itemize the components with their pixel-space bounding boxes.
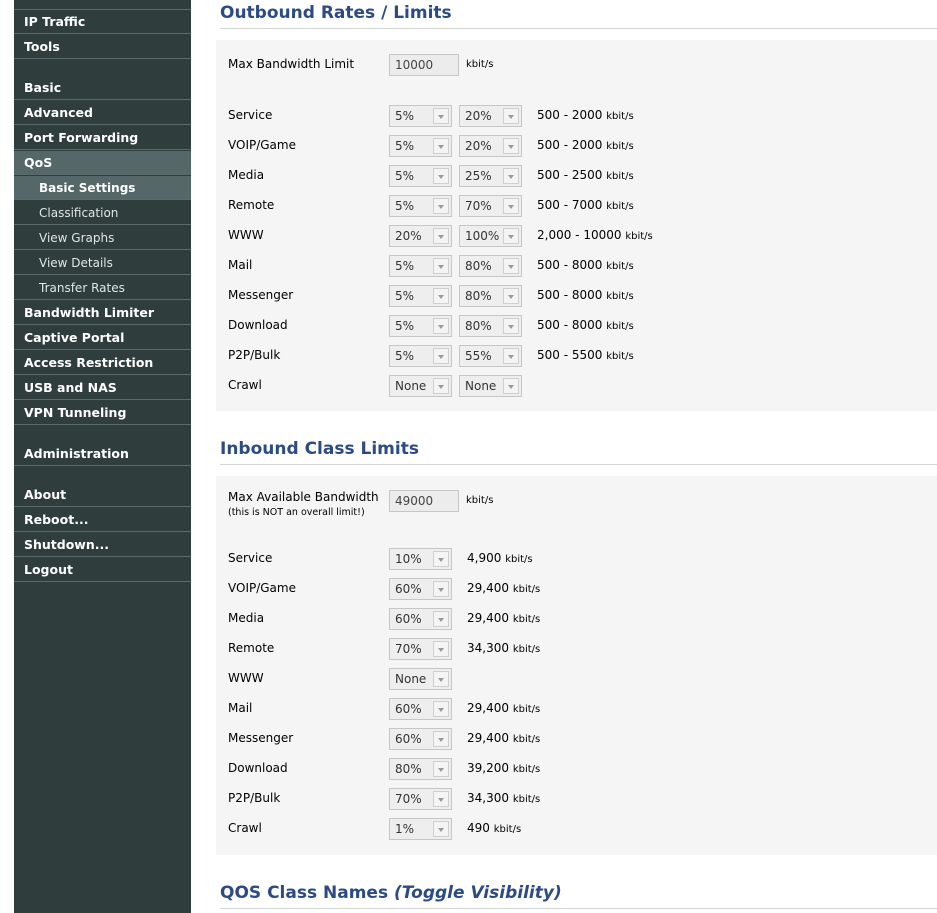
outbound-crawl-max-select[interactable] bbox=[459, 375, 522, 397]
sidebar-item-basic[interactable]: Basic bbox=[14, 76, 191, 100]
outbound-panel bbox=[216, 40, 937, 411]
chevron-down-icon bbox=[503, 138, 519, 154]
outbound-remote-max-select[interactable] bbox=[459, 195, 522, 217]
outbound-voip-game-max-select-value: 20% bbox=[465, 139, 492, 153]
outbound-mail-min-select-value: 5% bbox=[395, 259, 415, 273]
outbound-row-remote bbox=[216, 195, 937, 217]
inbound-remote-label: Remote bbox=[228, 641, 275, 655]
outbound-media-range-value: 500 - 2500 bbox=[537, 168, 603, 182]
outbound-www-range-unit: kbit/s bbox=[625, 231, 653, 242]
inbound-mail-label: Mail bbox=[228, 701, 253, 715]
outbound-p2p-bulk-range bbox=[537, 348, 634, 362]
outbound-remote-range bbox=[537, 198, 634, 212]
inbound-media-rate-value: 29,400 bbox=[467, 611, 509, 625]
sidebar-item-advanced[interactable]: Advanced bbox=[14, 101, 191, 125]
outbound-media-max-select[interactable] bbox=[459, 165, 522, 187]
inbound-www-limit-select-value: None bbox=[395, 672, 427, 686]
sidebar bbox=[14, 0, 191, 913]
outbound-row-voip-game bbox=[216, 135, 937, 157]
sidebar-item-logout[interactable]: Logout bbox=[14, 558, 191, 582]
inbound-row-service bbox=[216, 548, 937, 570]
sidebar-item-bandwidth-limiter[interactable]: Bandwidth Limiter bbox=[14, 301, 191, 325]
sidebar-item-administration[interactable]: Administration bbox=[14, 442, 191, 466]
inbound-row-media bbox=[216, 608, 937, 630]
chevron-down-icon bbox=[433, 138, 449, 154]
chevron-down-icon bbox=[503, 228, 519, 244]
inbound-row-voip-game bbox=[216, 578, 937, 600]
sidebar-item-usb-and-nas[interactable]: USB and NAS bbox=[14, 376, 191, 400]
chevron-down-icon bbox=[433, 318, 449, 334]
inbound-row-messenger bbox=[216, 728, 937, 750]
outbound-row-service bbox=[216, 105, 937, 127]
outbound-voip-game-range-value: 500 - 2000 bbox=[537, 138, 603, 152]
sidebar-item-shutdown[interactable]: Shutdown... bbox=[14, 533, 191, 557]
inbound-row-remote bbox=[216, 638, 937, 660]
outbound-media-range bbox=[537, 168, 634, 182]
inbound-row-download bbox=[216, 758, 937, 780]
inbound-max-bandwidth-row bbox=[216, 490, 937, 524]
inbound-media-limit-select-value: 60% bbox=[395, 612, 422, 626]
inbound-service-limit-select-value: 10% bbox=[395, 552, 422, 566]
outbound-max-bandwidth-input[interactable]: 10000 bbox=[389, 54, 459, 76]
outbound-p2p-bulk-label: P2P/Bulk bbox=[228, 348, 281, 362]
sidebar-item-qos[interactable]: QoS bbox=[14, 151, 191, 175]
chevron-down-icon bbox=[433, 791, 449, 807]
inbound-www-limit-select[interactable] bbox=[389, 668, 452, 690]
sidebar-item-about[interactable]: About bbox=[14, 483, 191, 507]
inbound-p2p-bulk-limit-select-value: 70% bbox=[395, 792, 422, 806]
outbound-mail-max-select-value: 80% bbox=[465, 259, 492, 273]
inbound-voip-game-rate bbox=[467, 581, 540, 595]
outbound-row-messenger bbox=[216, 285, 937, 307]
outbound-row-crawl bbox=[216, 375, 937, 397]
outbound-mail-range-value: 500 - 8000 bbox=[537, 258, 603, 272]
chevron-down-icon bbox=[433, 228, 449, 244]
inbound-service-rate bbox=[467, 551, 533, 565]
chevron-down-icon bbox=[503, 198, 519, 214]
inbound-remote-limit-select-value: 70% bbox=[395, 642, 422, 656]
outbound-p2p-bulk-min-select[interactable] bbox=[389, 345, 452, 367]
outbound-download-min-select-value: 5% bbox=[395, 319, 415, 333]
chevron-down-icon bbox=[433, 378, 449, 394]
inbound-messenger-label: Messenger bbox=[228, 731, 294, 745]
inbound-download-rate bbox=[467, 761, 540, 775]
outbound-mail-range bbox=[537, 258, 634, 272]
outbound-p2p-bulk-max-select[interactable] bbox=[459, 345, 522, 367]
chevron-down-icon bbox=[433, 671, 449, 687]
inbound-max-bandwidth-label bbox=[228, 490, 379, 518]
inbound-download-limit-select[interactable] bbox=[389, 758, 452, 780]
inbound-media-label: Media bbox=[228, 611, 265, 625]
sidebar-item-view-details[interactable]: View Details bbox=[14, 251, 191, 275]
chevron-down-icon bbox=[433, 258, 449, 274]
chevron-down-icon bbox=[433, 551, 449, 567]
sidebar-item-port-forwarding[interactable]: Port Forwarding bbox=[14, 126, 191, 150]
outbound-p2p-bulk-min-select-value: 5% bbox=[395, 349, 415, 363]
inbound-messenger-rate-unit: kbit/s bbox=[512, 734, 541, 745]
outbound-download-min-select[interactable] bbox=[389, 315, 452, 337]
inbound-max-bandwidth-note: (this is NOT an overall limit!) bbox=[228, 507, 365, 518]
chevron-down-icon bbox=[503, 258, 519, 274]
chevron-down-icon bbox=[433, 611, 449, 627]
inbound-p2p-bulk-rate-value: 34,300 bbox=[467, 791, 509, 805]
outbound-messenger-min-select[interactable] bbox=[389, 285, 452, 307]
inbound-voip-game-limit-select[interactable] bbox=[389, 578, 452, 600]
outbound-row-download bbox=[216, 315, 937, 337]
outbound-messenger-label: Messenger bbox=[228, 288, 294, 302]
outbound-media-min-select[interactable] bbox=[389, 165, 452, 187]
inbound-media-limit-select[interactable] bbox=[389, 608, 452, 630]
outbound-max-bandwidth-row bbox=[216, 54, 937, 76]
outbound-media-label: Media bbox=[228, 168, 265, 182]
inbound-crawl-limit-select-value: 1% bbox=[395, 822, 415, 836]
sidebar-item-vpn-tunneling[interactable]: VPN Tunneling bbox=[14, 401, 191, 425]
chevron-down-icon bbox=[503, 378, 519, 394]
outbound-p2p-bulk-range-value: 500 - 5500 bbox=[537, 348, 603, 362]
inbound-service-limit-select[interactable] bbox=[389, 548, 452, 570]
inbound-crawl-label: Crawl bbox=[228, 821, 262, 835]
sidebar-item-view-graphs[interactable]: View Graphs bbox=[14, 226, 191, 250]
sidebar-item-tools[interactable]: Tools bbox=[14, 35, 191, 59]
inbound-mail-rate-value: 29,400 bbox=[467, 701, 509, 715]
outbound-voip-game-range bbox=[537, 138, 634, 152]
inbound-mail-limit-select[interactable] bbox=[389, 698, 452, 720]
chevron-down-icon bbox=[433, 731, 449, 747]
outbound-download-label: Download bbox=[228, 318, 288, 332]
inbound-download-rate-unit: kbit/s bbox=[512, 764, 541, 775]
chevron-down-icon bbox=[503, 348, 519, 364]
outbound-voip-game-range-unit: kbit/s bbox=[606, 141, 634, 152]
inbound-www-label: WWW bbox=[228, 671, 264, 685]
outbound-www-max-select[interactable] bbox=[459, 225, 522, 247]
outbound-media-min-select-value: 5% bbox=[395, 169, 415, 183]
inbound-p2p-bulk-label: P2P/Bulk bbox=[228, 791, 281, 805]
outbound-row-mail bbox=[216, 255, 937, 277]
outbound-remote-label: Remote bbox=[228, 198, 275, 212]
sidebar-item-basic-settings[interactable]: Basic Settings bbox=[14, 176, 191, 200]
inbound-messenger-rate bbox=[467, 731, 540, 745]
inbound-remote-rate-unit: kbit/s bbox=[512, 644, 541, 655]
chevron-down-icon bbox=[433, 581, 449, 597]
chevron-down-icon bbox=[433, 198, 449, 214]
inbound-panel bbox=[216, 476, 937, 855]
outbound-p2p-bulk-max-select-value: 55% bbox=[465, 349, 492, 363]
outbound-max-bandwidth-unit: kbit/s bbox=[466, 59, 494, 70]
outbound-download-max-select[interactable] bbox=[459, 315, 522, 337]
inbound-messenger-rate-value: 29,400 bbox=[467, 731, 509, 745]
inbound-download-label: Download bbox=[228, 761, 288, 775]
chevron-down-icon bbox=[433, 701, 449, 717]
outbound-remote-max-select-value: 70% bbox=[465, 199, 492, 213]
inbound-row-crawl bbox=[216, 818, 937, 840]
outbound-messenger-range-value: 500 - 8000 bbox=[537, 288, 603, 302]
outbound-www-range bbox=[537, 228, 653, 242]
inbound-service-rate-value: 4,900 bbox=[467, 551, 502, 565]
outbound-messenger-max-select[interactable] bbox=[459, 285, 522, 307]
class-names-section-title bbox=[220, 880, 937, 909]
inbound-download-limit-select-value: 80% bbox=[395, 762, 422, 776]
sidebar-item-transfer-rates[interactable]: Transfer Rates bbox=[14, 276, 191, 300]
inbound-media-rate-unit: kbit/s bbox=[512, 614, 541, 625]
inbound-voip-game-label: VOIP/Game bbox=[228, 581, 296, 595]
outbound-mail-max-select[interactable] bbox=[459, 255, 522, 277]
outbound-mail-range-unit: kbit/s bbox=[606, 261, 634, 272]
inbound-media-rate bbox=[467, 611, 540, 625]
outbound-section-title: Outbound Rates / Limits bbox=[220, 0, 937, 29]
chevron-down-icon bbox=[503, 108, 519, 124]
outbound-crawl-max-select-value: None bbox=[465, 379, 497, 393]
outbound-row-p2p-bulk bbox=[216, 345, 937, 367]
inbound-messenger-limit-select-value: 60% bbox=[395, 732, 422, 746]
inbound-max-bandwidth-label-text: Max Available Bandwidth bbox=[228, 490, 379, 504]
outbound-mail-label: Mail bbox=[228, 258, 253, 272]
outbound-crawl-min-select[interactable] bbox=[389, 375, 452, 397]
chevron-down-icon bbox=[503, 318, 519, 334]
outbound-voip-game-max-select[interactable] bbox=[459, 135, 522, 157]
chevron-down-icon bbox=[433, 821, 449, 837]
outbound-crawl-label: Crawl bbox=[228, 378, 262, 392]
outbound-messenger-range-unit: kbit/s bbox=[606, 291, 634, 302]
outbound-crawl-min-select-value: None bbox=[395, 379, 427, 393]
outbound-service-range-value: 500 - 2000 bbox=[537, 108, 603, 122]
outbound-www-min-select[interactable] bbox=[389, 225, 452, 247]
chevron-down-icon bbox=[433, 761, 449, 777]
chevron-down-icon bbox=[433, 641, 449, 657]
chevron-down-icon bbox=[433, 348, 449, 364]
toggle-visibility-link[interactable]: (Toggle Visibility) bbox=[393, 883, 562, 903]
inbound-crawl-limit-select[interactable] bbox=[389, 818, 452, 840]
outbound-service-range-unit: kbit/s bbox=[606, 111, 634, 122]
outbound-voip-game-min-select[interactable] bbox=[389, 135, 452, 157]
outbound-service-max-select-value: 20% bbox=[465, 109, 492, 123]
inbound-remote-rate bbox=[467, 641, 540, 655]
inbound-voip-game-rate-value: 29,400 bbox=[467, 581, 509, 595]
outbound-voip-game-min-select-value: 5% bbox=[395, 139, 415, 153]
outbound-remote-min-select-value: 5% bbox=[395, 199, 415, 213]
chevron-down-icon bbox=[433, 288, 449, 304]
inbound-download-rate-value: 39,200 bbox=[467, 761, 509, 775]
outbound-messenger-max-select-value: 80% bbox=[465, 289, 492, 303]
outbound-remote-min-select[interactable] bbox=[389, 195, 452, 217]
chevron-down-icon bbox=[433, 168, 449, 184]
outbound-service-label: Service bbox=[228, 108, 273, 122]
outbound-service-range bbox=[537, 108, 634, 122]
chevron-down-icon bbox=[503, 288, 519, 304]
inbound-remote-limit-select[interactable] bbox=[389, 638, 452, 660]
outbound-messenger-min-select-value: 5% bbox=[395, 289, 415, 303]
outbound-www-range-value: 2,000 - 10000 bbox=[537, 228, 622, 242]
chevron-down-icon bbox=[503, 168, 519, 184]
outbound-media-range-unit: kbit/s bbox=[606, 171, 634, 182]
inbound-p2p-bulk-rate-unit: kbit/s bbox=[512, 794, 541, 805]
sidebar-item-ip-traffic[interactable]: IP Traffic bbox=[14, 10, 191, 34]
inbound-mail-rate-unit: kbit/s bbox=[512, 704, 541, 715]
outbound-service-min-select[interactable] bbox=[389, 105, 452, 127]
outbound-download-range-value: 500 - 8000 bbox=[537, 318, 603, 332]
outbound-www-min-select-value: 20% bbox=[395, 229, 422, 243]
inbound-service-rate-unit: kbit/s bbox=[505, 554, 533, 565]
inbound-row-mail bbox=[216, 698, 937, 720]
class-names-title: QOS Class Names bbox=[220, 883, 389, 903]
inbound-messenger-limit-select[interactable] bbox=[389, 728, 452, 750]
inbound-mail-rate bbox=[467, 701, 540, 715]
sidebar-item-reboot[interactable]: Reboot... bbox=[14, 508, 191, 532]
outbound-service-max-select[interactable] bbox=[459, 105, 522, 127]
main-content bbox=[191, 0, 937, 913]
outbound-p2p-bulk-range-unit: kbit/s bbox=[606, 351, 634, 362]
outbound-remote-range-unit: kbit/s bbox=[606, 201, 634, 212]
inbound-crawl-rate bbox=[467, 821, 521, 835]
inbound-service-label: Service bbox=[228, 551, 273, 565]
outbound-download-range-unit: kbit/s bbox=[606, 321, 634, 332]
chevron-down-icon bbox=[433, 108, 449, 124]
inbound-section-title: Inbound Class Limits bbox=[220, 436, 937, 465]
inbound-row-www bbox=[216, 668, 937, 690]
outbound-row-media bbox=[216, 165, 937, 187]
outbound-download-max-select-value: 80% bbox=[465, 319, 492, 333]
inbound-max-bandwidth-unit: kbit/s bbox=[466, 495, 494, 506]
inbound-p2p-bulk-rate bbox=[467, 791, 540, 805]
sidebar-item-captive-portal[interactable]: Captive Portal bbox=[14, 326, 191, 350]
outbound-mail-min-select[interactable] bbox=[389, 255, 452, 277]
inbound-max-bandwidth-input[interactable]: 49000 bbox=[389, 490, 459, 512]
outbound-voip-game-label: VOIP/Game bbox=[228, 138, 296, 152]
inbound-crawl-rate-unit: kbit/s bbox=[493, 824, 522, 835]
sidebar-item-access-restriction[interactable]: Access Restriction bbox=[14, 351, 191, 375]
inbound-crawl-rate-value: 490 bbox=[467, 821, 490, 835]
outbound-max-bandwidth-label: Max Bandwidth Limit bbox=[228, 57, 355, 71]
inbound-remote-rate-value: 34,300 bbox=[467, 641, 509, 655]
outbound-messenger-range bbox=[537, 288, 634, 302]
inbound-row-p2p-bulk bbox=[216, 788, 937, 810]
outbound-remote-range-value: 500 - 7000 bbox=[537, 198, 603, 212]
outbound-service-min-select-value: 5% bbox=[395, 109, 415, 123]
inbound-voip-game-rate-unit: kbit/s bbox=[512, 584, 541, 595]
outbound-www-label: WWW bbox=[228, 228, 264, 242]
sidebar-item-label bbox=[39, 0, 83, 1]
sidebar-item-monthly[interactable] bbox=[14, 0, 191, 10]
inbound-voip-game-limit-select-value: 60% bbox=[395, 582, 422, 596]
outbound-row-www bbox=[216, 225, 937, 247]
inbound-mail-limit-select-value: 60% bbox=[395, 702, 422, 716]
outbound-download-range bbox=[537, 318, 634, 332]
outbound-media-max-select-value: 25% bbox=[465, 169, 492, 183]
outbound-www-max-select-value: 100% bbox=[465, 229, 500, 243]
sidebar-item-classification[interactable]: Classification bbox=[14, 201, 191, 225]
inbound-p2p-bulk-limit-select[interactable] bbox=[389, 788, 452, 810]
